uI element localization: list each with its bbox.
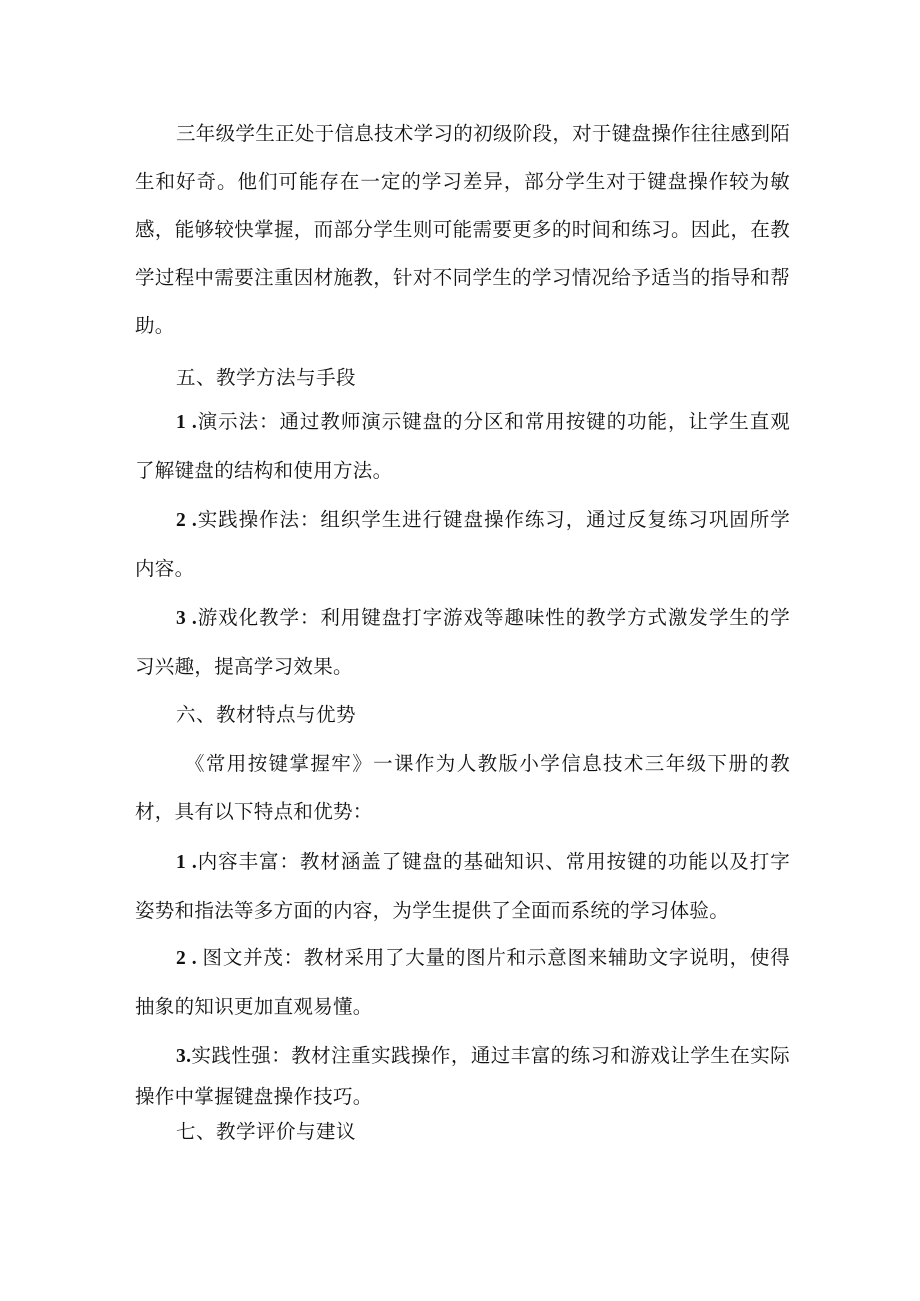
- item-separator: .: [186, 852, 198, 873]
- section6-item-3: [135, 1036, 790, 1117]
- section6-heading: 六、教材特点与优势: [176, 703, 357, 726]
- item-text: 游戏化教学：利用键盘打字游戏等趣味性的教学方式激发学生的学习兴趣，提高学习效果。: [135, 606, 790, 678]
- section6-intro: 《常用按键掌握牢》一课作为人教版小学信息技术三年级下册的教材，具有以下特点和优势：: [135, 752, 790, 823]
- item-number: 3: [176, 1046, 187, 1067]
- item-number: 3: [176, 608, 187, 629]
- section5-item-3: [135, 594, 790, 691]
- section6-item-2: [135, 934, 790, 1031]
- section5-item-2: [135, 496, 790, 593]
- item-text: 内容丰富：教材涵盖了键盘的基础知识、常用按键的功能以及打字姿势和指法等多方面的内容，为学生提供了全面而系统的学习体验。: [135, 850, 790, 922]
- item-number: 1: [176, 852, 187, 873]
- item-separator: .: [186, 608, 198, 629]
- section5-heading: 五、教学方法与手段: [176, 366, 357, 389]
- item-text: 演示法：通过教师演示键盘的分区和常用按键的功能，让学生直观了解键盘的结构和使用方法。: [135, 410, 790, 482]
- intro-paragraph: 三年级学生正处于信息技术学习的初级阶段，对于键盘操作往往感到陌生和好奇。他们可能存在一定的学习差异，部分学生对于键盘操作较为敏感，能够较快掌握，而部分学生则可能需要更多的时间和练习。因此，在教学过程中需要注重因材施教，针对不同学生的学习情况给予适当的指导和帮助。: [135, 122, 790, 337]
- item-number: 1: [176, 412, 187, 433]
- section7-heading: 七、教学评价与建议: [176, 1120, 357, 1143]
- item-text: 图文并茂：教材采用了大量的图片和示意图来辅助文字说明，使得抽象的知识更加直观易懂。: [135, 946, 791, 1018]
- item-text: 实践性强：教材注重实践操作，通过丰富的练习和游戏让学生在实际操作中掌握键盘操作技巧。: [135, 1044, 790, 1108]
- item-separator: .: [186, 510, 198, 531]
- item-separator: .: [186, 1046, 192, 1067]
- item-separator: .: [186, 948, 203, 969]
- item-number: 2: [176, 510, 187, 531]
- item-number: 2: [176, 948, 187, 969]
- section5-item-1: [135, 398, 790, 495]
- item-separator: .: [186, 412, 198, 433]
- item-text: 实践操作法：组织学生进行键盘操作练习，通过反复练习巩固所学内容。: [135, 508, 790, 580]
- section6-item-1: [135, 838, 790, 935]
